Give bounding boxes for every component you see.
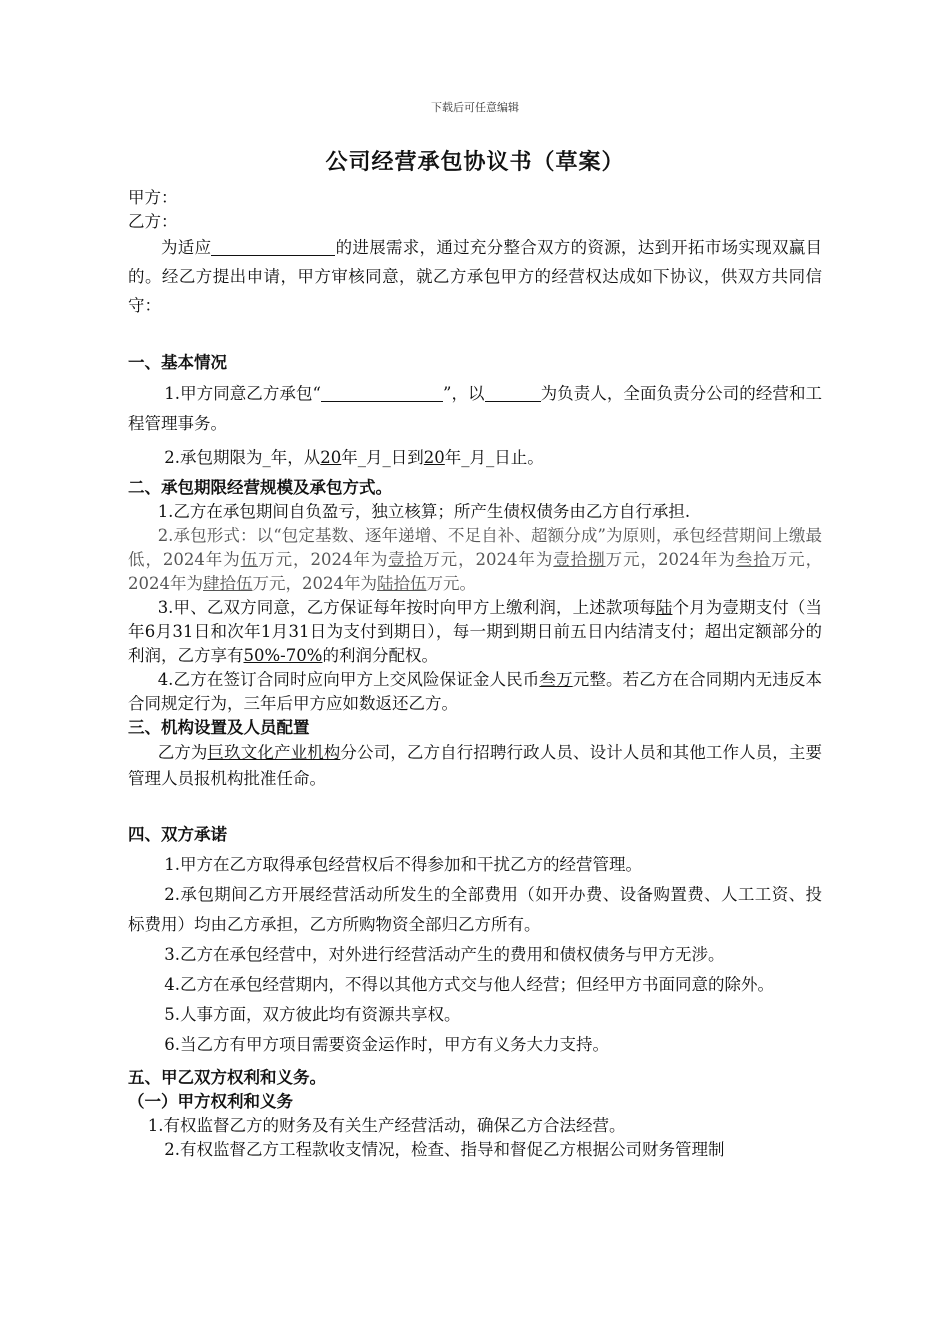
s2-paragraph-3: 3.甲、乙双方同意，乙方保证每年按时向甲方上缴利润，上述款项每陆个月为壹期支付（当年6月31日和次年1月31日为支付到期日），每一期到期日前五日内结清支付；超出定额部分的利润，乙方享有50%-70%的利润分配权。 [128, 598, 823, 665]
document-title: 公司经营承包协议书（草案） [325, 149, 625, 175]
party-b-label: 乙方： [128, 212, 178, 231]
s2-paragraph-1: 1.乙方在承包期间自负盈亏，独立核算；所产生债权债务由乙方自行承担. [157, 502, 691, 521]
s3-paragraph-1: 乙方为巨玖文化产业机构分公司，乙方自行招聘行政人员、设计人员和其他工作人员，主要管理人员报机构批准任命。 [128, 743, 823, 788]
s5-paragraph-2: 2.有权监督乙方工程款收支情况，检查、指导和督促乙方根据公司财务管理制 [164, 1140, 725, 1159]
s4-paragraph-4: 4.乙方在承包经营期内，不得以其他方式交与他人经营；但经甲方书面同意的除外。 [164, 975, 775, 994]
header-note: 下载后可任意编辑 [431, 101, 519, 114]
section-1-heading: 一、基本情况 [128, 353, 227, 372]
document-body [128, 186, 822, 1162]
s4-paragraph-3: 3.乙方在承包经营中，对外进行经营活动产生的费用和债权债务与甲方无涉。 [164, 945, 725, 964]
s4-paragraph-2: 2.承包期间乙方开展经营活动所发生的全部费用（如开办费、设备购置费、人工工资、投标费用）均由乙方承担，乙方所购物资全部归乙方所有。 [128, 885, 822, 934]
party-a-label: 甲方： [128, 188, 178, 207]
s4-paragraph-1: 1.甲方在乙方取得承包经营权后不得参加和干扰乙方的经营管理。 [164, 855, 643, 874]
contract-name-blank [321, 383, 443, 402]
s5-paragraph-1: 1.有权监督乙方的财务及有关生产经营活动，确保乙方合法经营。 [147, 1116, 626, 1135]
s4-paragraph-5: 5.人事方面，双方彼此均有资源共享权。 [164, 1005, 461, 1024]
s2-paragraph-2: 2.承包形式：以“包定基数、逐年递增、不足自补、超额分成”为原则，承包经营期间上缴最低，2024年为伍万元，2024年为壹拾万元，2024年为壹拾捌万元，2024年为叁拾万元，2024年为肆拾伍万元，2024年为陆拾伍万元。 [128, 526, 823, 593]
section-5-heading: 五、甲乙双方权利和义务。 [128, 1068, 326, 1087]
intro-paragraph: 为适应 的进展需求，通过充分整合双方的资源，达到开拓市场实现双赢目的。经乙方提出申请，甲方审核同意，就乙方承包甲方的经营权达成如下协议，供双方共同信守： [128, 238, 822, 315]
s4-paragraph-6: 6.当乙方有甲方项目需要资金运作时，甲方有义务大力支持。 [164, 1035, 610, 1054]
intro-blank [211, 237, 335, 256]
section-4-heading: 四、双方承诺 [128, 825, 227, 844]
responsible-person-blank [485, 383, 541, 402]
section-2-heading: 二、承包期限经营规模及承包方式。 [128, 478, 392, 497]
s2-paragraph-4: 4.乙方在签订合同时应向甲方上交风险保证金人民币叁万元整。若乙方在合同期内无违反本合同规定行为，三年后甲方应如数返还乙方。 [128, 670, 823, 713]
section-5-subheading-1: （一）甲方权利和义务 [128, 1092, 293, 1111]
section-3-heading: 三、机构设置及人员配置 [128, 718, 310, 737]
s1-paragraph-2: 2.承包期限为_年，从20年_月_日到20年_月_日止。 [164, 448, 544, 467]
s1-paragraph-1: 1.甲方同意乙方承包“ ”，以 为负责人，全面负责分公司的经营和工程管理事务。 [128, 384, 823, 433]
